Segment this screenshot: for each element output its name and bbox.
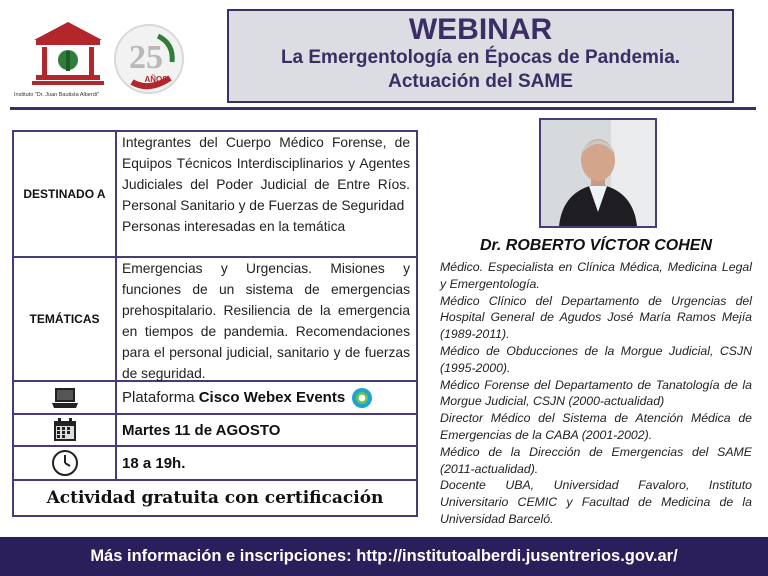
row-platform (14, 382, 416, 415)
clock-icon (14, 447, 117, 479)
platform-prefix: Plataforma (122, 389, 195, 406)
date-text: Martes 11 de AGOSTO (122, 421, 281, 439)
row-date (14, 415, 416, 447)
platform-text (119, 382, 416, 413)
speaker-bio (440, 259, 752, 528)
logo-caption: Instituto "Dr. Juan Bautista Alberdi" (14, 92, 99, 98)
destinado-text-extra: Personas interesadas en la temática (122, 219, 346, 234)
destinado-label: DESTINADO A (14, 132, 117, 256)
laptop-icon (14, 382, 117, 413)
tematicas-text: Emergencias y Urgencias. Misiones y funciones de un sistema de emergencias prehospitalario. Resiliencia de la emergencia en tiempos de pandemia. Recomendaciones para el personal judicial, sanitario y de fuerzas de seguridad. (122, 261, 410, 381)
title-box (227, 9, 734, 103)
bio-item: Médico de Obducciones de la Morgue Judicial, CSJN (1995-2000). (440, 343, 752, 375)
webex-logo-icon (351, 387, 373, 409)
bio-item: Director Médico del Sistema de Atención Médica de Emergencias de la CABA (2001-2002). (440, 411, 752, 442)
svg-text:25: 25 (129, 39, 163, 76)
bio-item: Médico de la Dirección de Emergencias del SAME (2011-actualidad). (440, 444, 752, 476)
calendar-icon (14, 415, 117, 445)
platform-name: Cisco Webex Events (198, 389, 346, 406)
destinado-text-main: Integrantes del Cuerpo Médico Forense, de Equipos Técnicos Interdisciplinarios y Agentes Judiciales del Poder Judicial de Entre Ríos. Personal Sanitario y de Fuerzas de Seguridad (122, 135, 410, 213)
bio-item: Médico Forense del Departamento de Tanatología de la Morgue Judicial, CSJN (2000-actualidad) (440, 377, 752, 409)
svg-text:AÑOS: AÑOS (144, 75, 168, 84)
info-band (0, 537, 768, 576)
bio-item: Médico. Especialista en Clínica Médica, Medicina Legal y Emergentología. (440, 260, 752, 291)
destinado-text (119, 132, 416, 256)
row-time (14, 447, 416, 481)
tematicas-label: TEMÁTICAS (14, 258, 117, 380)
institute-logo (14, 14, 224, 102)
free-certification-text: Actividad gratuita con certificación (46, 488, 384, 508)
speaker-photo (539, 118, 657, 228)
speaker-name: Dr. ROBERTO VÍCTOR COHEN (479, 237, 713, 254)
time-text: 18 a 19h. (122, 454, 186, 472)
registration-link[interactable]: Más información e inscripciones: http://institutoalberdi.jusentrerios.gov.ar/ (90, 547, 678, 565)
row-destinado (14, 132, 416, 258)
temple-logo-icon (32, 20, 104, 86)
anniversary-25-icon (112, 22, 186, 96)
bio-item: Docente UBA, Universidad Favaloro, Instituto Universitario CEMIC y Facultad de Medicina de la Universidad Barceló. (440, 478, 752, 526)
bio-item: Médico Clínico del Departamento de Urgencias del Hospital General de Agudos José María Ramos Mejía (1989-2011). (440, 293, 752, 342)
info-table (12, 130, 418, 517)
webinar-title: WEBINAR (408, 13, 553, 46)
webinar-subtitle-line1: La Emergentología en Épocas de Pandemia. (280, 47, 681, 68)
row-footer (14, 481, 416, 515)
row-tematicas (14, 258, 416, 382)
header-divider (10, 107, 756, 110)
webinar-subtitle-line2: Actuación del SAME (388, 71, 573, 92)
